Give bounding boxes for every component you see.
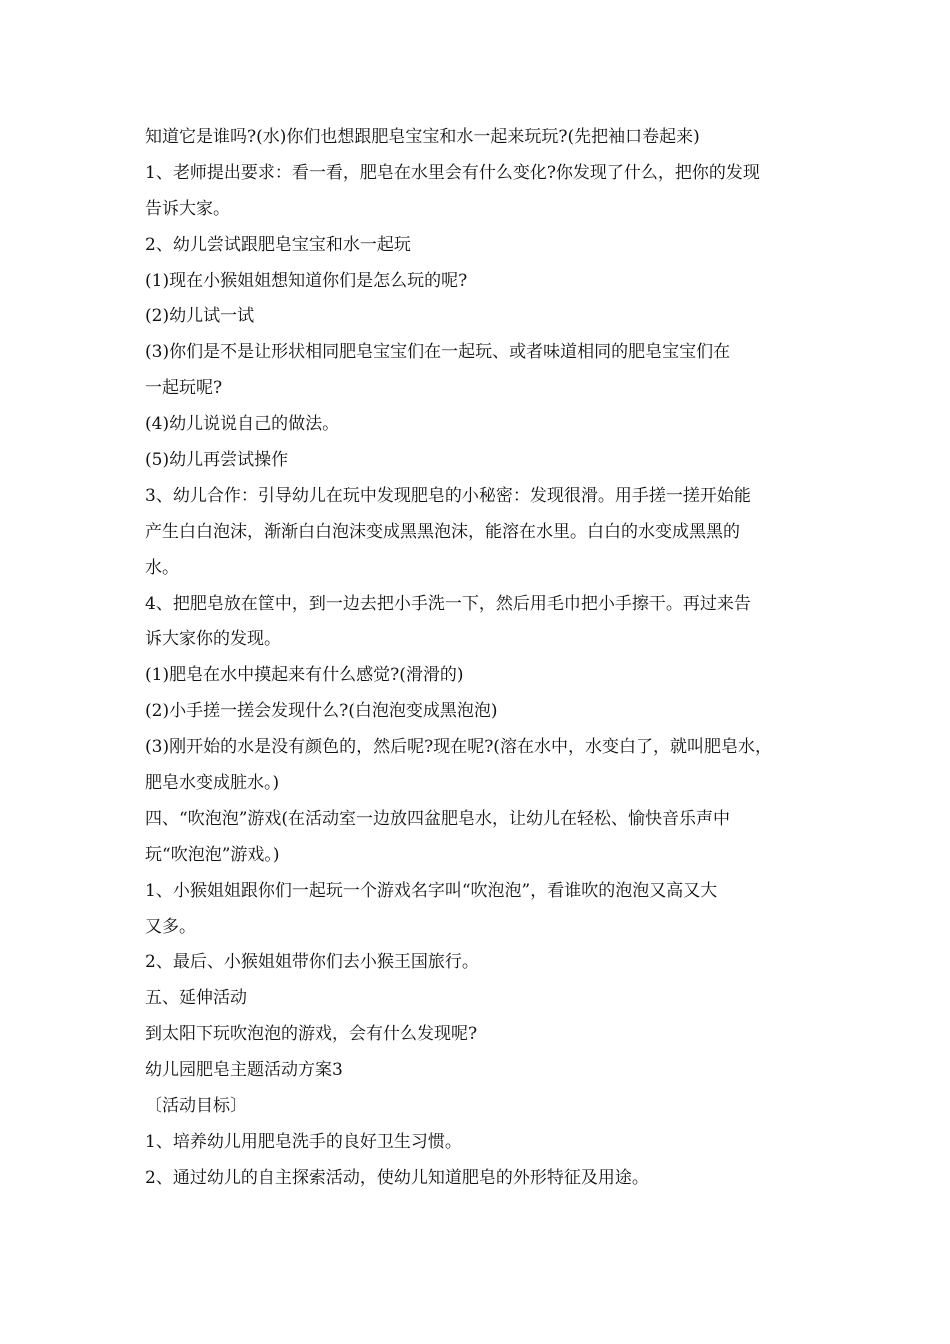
section-heading: 五、延伸活动 <box>145 988 247 1009</box>
text-line: 水。 <box>145 557 179 578</box>
text-line: 玩“吹泡泡”游戏。) <box>145 844 280 865</box>
text-line: 一起玩呢? <box>145 378 223 399</box>
text-line: 2、通过幼儿的自主探索活动，使幼儿知道肥皂的外形特征及用途。 <box>145 1167 649 1188</box>
text-line: (2)幼儿试一试 <box>145 306 255 327</box>
text-line: (1)现在小猴姐姐想知道你们是怎么玩的呢? <box>145 270 468 291</box>
text-line: (3)你们是不是让形状相同肥皂宝宝们在一起玩、或者味道相同的肥皂宝宝们在 <box>145 342 731 363</box>
text-line: 4、把肥皂放在筐中，到一边去把小手洗一下，然后用毛巾把小手擦干。再过来告 <box>145 593 751 614</box>
document-body <box>145 120 815 1197</box>
text-line: 1、老师提出要求：看一看，肥皂在水里会有什么变化?你发现了什么，把你的发现 <box>145 162 760 183</box>
text-line: 产生白白泡沫，渐渐白白泡沫变成黑黑泡沫，能溶在水里。白白的水变成黑黑的 <box>145 521 740 542</box>
section-heading: 〔活动目标〕 <box>145 1096 247 1117</box>
text-line: (1)肥皂在水中摸起来有什么感觉?(滑滑的) <box>145 665 464 686</box>
text-line: 告诉大家。 <box>145 198 230 219</box>
text-line: 3、幼儿合作：引导幼儿在玩中发现肥皂的小秘密：发现很滑。用手搓一搓开始能 <box>145 485 751 506</box>
text-line: 2、最后、小猴姐姐带你们去小猴王国旅行。 <box>145 952 479 973</box>
text-line: (3)刚开始的水是没有颜色的，然后呢?现在呢?(溶在水中，水变白了，就叫肥皂水， <box>145 737 772 758</box>
text-line: (5)幼儿再尝试操作 <box>145 450 289 471</box>
text-line: 肥皂水变成脏水。) <box>145 773 280 794</box>
text-line: (2)小手搓一搓会发现什么?(白泡泡变成黑泡泡) <box>145 701 498 722</box>
text-line: 2、幼儿尝试跟肥皂宝宝和水一起玩 <box>145 234 411 255</box>
text-line: 诉大家你的发现。 <box>145 629 281 650</box>
text-line: (4)幼儿说说自己的做法。 <box>145 414 340 435</box>
text-line: 到太阳下玩吹泡泡的游戏，会有什么发现呢? <box>145 1024 478 1045</box>
section-title: 幼儿园肥皂主题活动方案3 <box>145 1060 343 1081</box>
text-line: 又多。 <box>145 916 196 937</box>
text-line: 1、培养幼儿用肥皂洗手的良好卫生习惯。 <box>145 1131 462 1152</box>
text-line: 1、小猴姐姐跟你们一起玩一个游戏名字叫“吹泡泡”，看谁吹的泡泡又高又大 <box>145 880 718 901</box>
text-line: 四、“吹泡泡”游戏(在活动室一边放四盆肥皂水，让幼儿在轻松、愉快音乐声中 <box>145 808 731 829</box>
text-line: 知道它是谁吗?(水)你们也想跟肥皂宝宝和水一起来玩玩?(先把袖口卷起来) <box>145 127 700 147</box>
